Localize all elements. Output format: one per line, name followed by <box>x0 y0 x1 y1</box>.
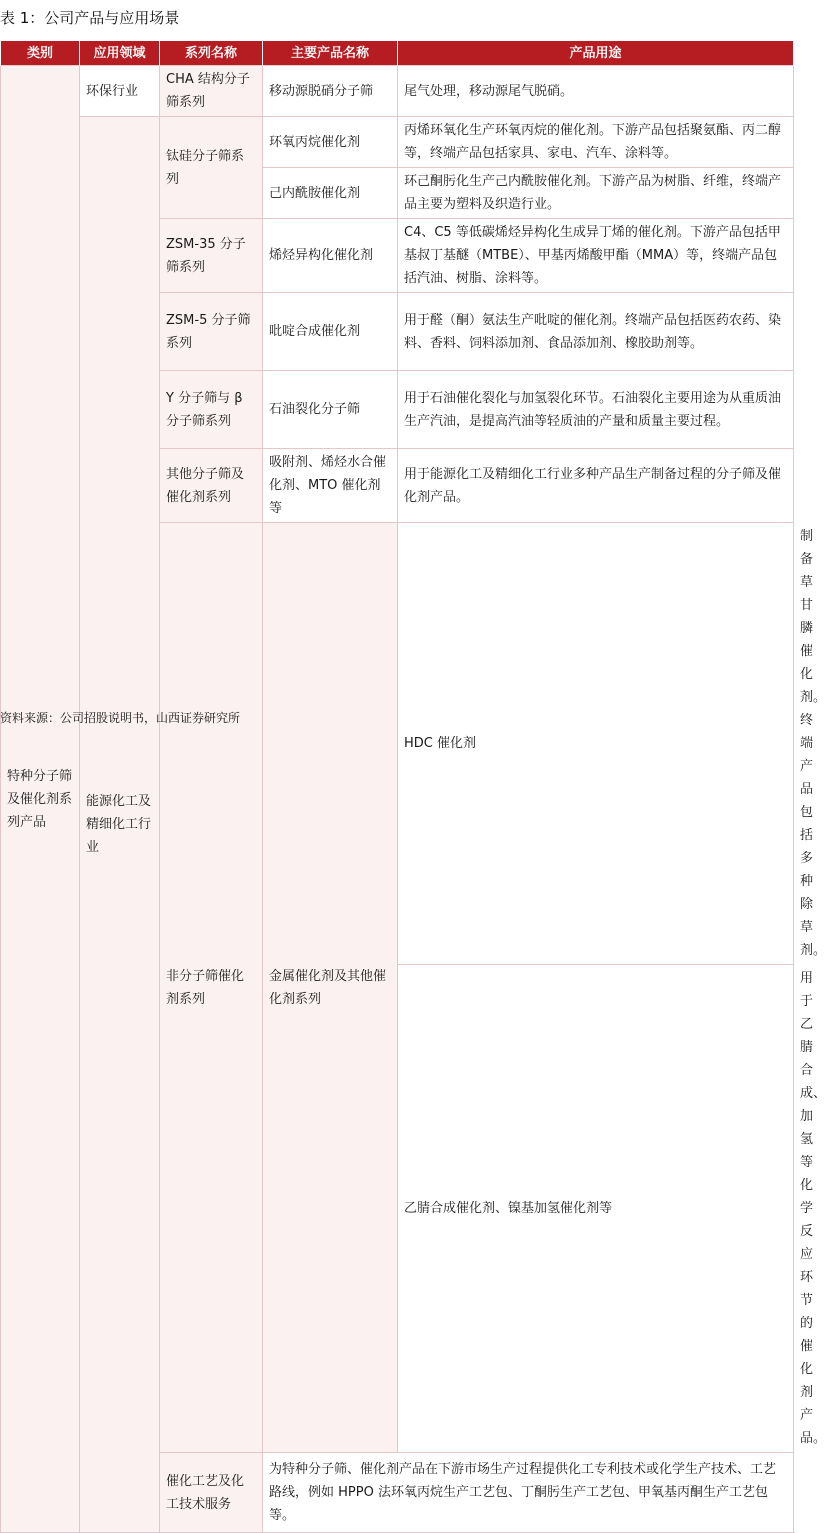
header-product: 主要产品名称 <box>263 41 398 66</box>
source-note: 资料来源：公司招股说明书，山西证券研究所 <box>0 711 241 725</box>
series-cell: CHA 结构分子筛系列 <box>160 66 263 117</box>
category-cell: 特种分子筛及催化剂系列产品 <box>1 66 80 1533</box>
header-row <box>1 41 794 66</box>
table-row: 非分子筛催化剂系列 金属催化剂及其他催化剂系列 HDC 催化剂 制备草甘膦催化剂。终端产品包括多种除草剂。 <box>1 523 794 965</box>
category-cell: 催化工艺及化工技术服务 <box>160 1453 263 1533</box>
header-use: 产品用途 <box>398 41 794 66</box>
series-cell: Y 分子筛与 β 分子筛系列 <box>160 371 263 449</box>
table-row <box>1 66 794 117</box>
series-cell: ZSM-35 分子筛系列 <box>160 219 263 293</box>
series-cell: 其他分子筛及催化剂系列 <box>160 449 263 523</box>
use-cell: C4、C5 等低碳烯烃异构化生成异丁烯的催化剂。下游产品包括甲基叔丁基醚（MTBE）、甲基丙烯酸甲酯（MMA）等，终端产品包括汽油、树脂、涂料等。 <box>398 219 794 293</box>
use-cell: 环己酮肟化生产己内酰胺催化剂。下游产品为树脂、纤维，终端产品主要为塑料及织造行业。 <box>398 168 794 219</box>
header-category: 类别 <box>1 41 80 66</box>
field-cell: 能源化工及精细化工行业 <box>80 117 160 1533</box>
table-caption: 表 1：公司产品与应用场景 <box>0 9 180 27</box>
product-cell: 乙腈合成催化剂、镍基加氢催化剂等 <box>398 965 794 1453</box>
category-cell: 非分子筛催化剂系列 <box>160 523 263 1453</box>
table-row <box>1 117 794 168</box>
product-cell: HDC 催化剂 <box>398 523 794 965</box>
service-description-cell: 为特种分子筛、催化剂产品在下游市场生产过程提供化工专利技术或化学生产技术、工艺路线，例如 HPPO 法环氧丙烷生产工艺包、丁酮肟生产工艺包、甲氧基丙酮生产工艺包等。 <box>263 1453 794 1533</box>
product-cell: 环氧丙烷催化剂 <box>263 117 398 168</box>
series-cell: 钛硅分子筛系列 <box>160 117 263 219</box>
product-cell: 移动源脱硝分子筛 <box>263 66 398 117</box>
header-field: 应用领域 <box>80 41 160 66</box>
use-cell: 丙烯环氧化生产环氧丙烷的催化剂。下游产品包括聚氨酯、丙二醇等，终端产品包括家具、家电、汽车、涂料等。 <box>398 117 794 168</box>
use-cell: 尾气处理，移动源尾气脱硝。 <box>398 66 794 117</box>
product-cell: 吸附剂、烯烃水合催化剂、MTO 催化剂等 <box>263 449 398 523</box>
use-cell: 用于醛（酮）氨法生产吡啶的催化剂。终端产品包括医药农药、染料、香料、饲料添加剂、食品添加剂、橡胶助剂等。 <box>398 293 794 371</box>
product-cell: 己内酰胺催化剂 <box>263 168 398 219</box>
series-cell: 金属催化剂及其他催化剂系列 <box>263 523 398 1453</box>
series-cell: ZSM-5 分子筛系列 <box>160 293 263 371</box>
table-row: 乙腈合成催化剂、镍基加氢催化剂等 用于乙腈合成、加氢等化学反应环节的催化剂产品。 <box>1 965 794 1453</box>
use-cell: 用于石油催化裂化与加氢裂化环节。石油裂化主要用途为从重质油生产汽油，是提高汽油等轻质油的产量和质量主要过程。 <box>398 371 794 449</box>
header-series: 系列名称 <box>160 41 263 66</box>
product-application-table <box>0 41 826 1533</box>
product-cell: 吡啶合成催化剂 <box>263 293 398 371</box>
use-cell: 用于能源化工及精细化工行业多种产品生产制备过程的分子筛及催化剂产品。 <box>398 449 794 523</box>
product-cell: 石油裂化分子筛 <box>263 371 398 449</box>
field-cell: 环保行业 <box>80 66 160 117</box>
product-cell: 烯烃异构化催化剂 <box>263 219 398 293</box>
